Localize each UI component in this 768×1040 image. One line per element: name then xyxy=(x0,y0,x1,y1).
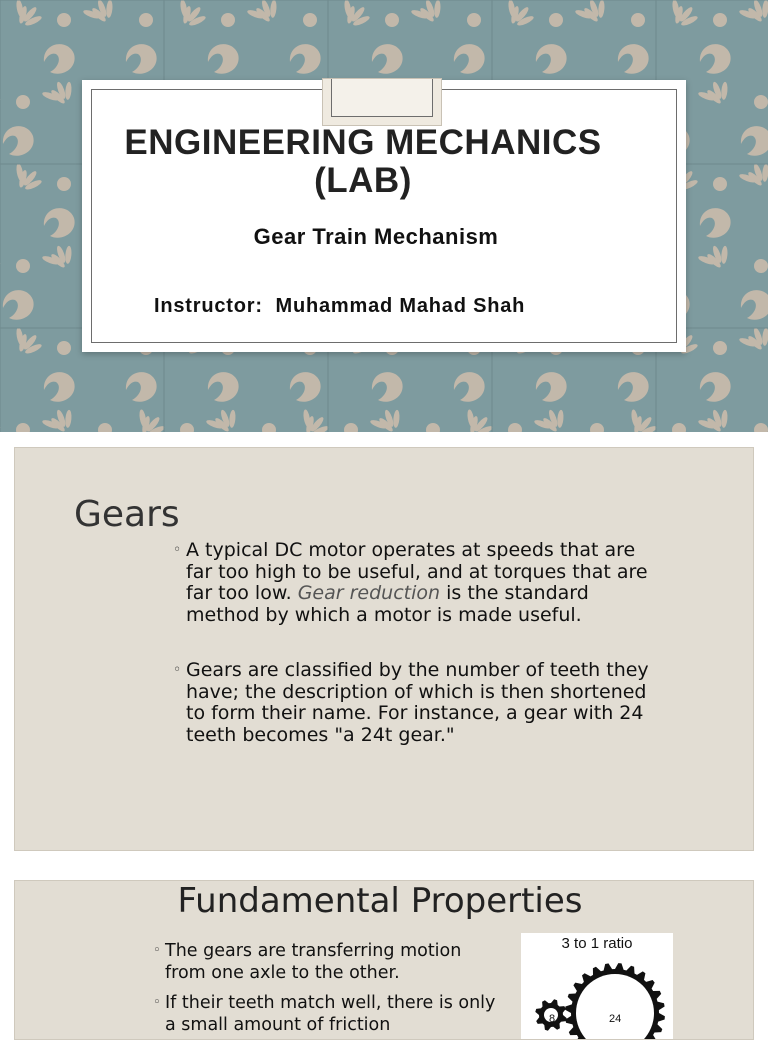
leaf-motif xyxy=(39,403,80,432)
dot-motif xyxy=(16,95,30,109)
bullet-list xyxy=(153,940,503,1040)
dot-motif xyxy=(713,13,727,27)
leaf-motif xyxy=(498,0,539,33)
slide-heading: Gears xyxy=(74,494,180,535)
leaf-motif xyxy=(367,403,408,432)
dot-motif xyxy=(713,341,727,355)
paisley-motif xyxy=(3,126,34,156)
paisley-motif xyxy=(536,44,567,74)
bullet-text: A typical DC motor operates at speeds that are far too high to be useful, and at torques that are far too low. xyxy=(186,539,648,604)
bullet-text-continued: is the standard method by which a motor is made useful. xyxy=(186,582,589,626)
paisley-motif xyxy=(454,372,485,402)
small-gear-label: 8 xyxy=(549,1013,556,1025)
title-card xyxy=(82,80,686,352)
leaf-motif xyxy=(0,78,6,115)
paisley-motif xyxy=(741,126,768,156)
dot-motif xyxy=(16,423,30,432)
leaf-motif xyxy=(39,75,80,112)
slide-heading: Fundamental Properties xyxy=(177,881,583,921)
dot-motif xyxy=(631,13,645,27)
dot-motif xyxy=(57,341,71,355)
gears-slide xyxy=(14,447,754,851)
bullet-list xyxy=(173,540,653,780)
leaf-motif xyxy=(531,403,572,432)
dot-motif xyxy=(672,423,686,432)
bullet-item xyxy=(173,660,653,746)
bullet-glyph: ◦ xyxy=(173,662,182,678)
paisley-motif xyxy=(618,372,649,402)
presentation-subtitle: Gear Train Mechanism xyxy=(253,224,499,249)
paisley-motif xyxy=(290,372,321,402)
dot-motif xyxy=(590,423,604,432)
bullet-emphasis: Gear reduction xyxy=(297,582,441,604)
large-gear xyxy=(565,963,665,1040)
bullet-glyph: ◦ xyxy=(153,995,161,1010)
paisley-motif xyxy=(290,44,321,74)
bullet-item xyxy=(173,540,653,626)
dot-motif xyxy=(303,13,317,27)
leaf-motif xyxy=(736,321,768,358)
title-line-1: ENGINEERING MECHANICS xyxy=(124,123,602,162)
dot-motif xyxy=(385,13,399,27)
leaf-motif xyxy=(6,324,47,361)
leaf-motif xyxy=(736,157,768,194)
bullet-glyph: ◦ xyxy=(153,943,161,958)
leaf-motif xyxy=(334,0,375,33)
paisley-motif xyxy=(44,208,75,238)
dot-motif xyxy=(221,13,235,27)
paisley-motif xyxy=(208,372,239,402)
dot-motif xyxy=(180,423,194,432)
dot-motif xyxy=(754,423,768,432)
leaf-motif xyxy=(6,160,47,197)
paisley-motif xyxy=(126,44,157,74)
dot-motif xyxy=(549,13,563,27)
leaf-motif xyxy=(0,242,6,279)
leaf-motif xyxy=(6,0,47,33)
dot-motif xyxy=(57,13,71,27)
leaf-motif xyxy=(736,0,768,30)
leaf-motif xyxy=(170,0,211,33)
dot-motif xyxy=(262,423,276,432)
dot-motif xyxy=(508,423,522,432)
leaf-motif xyxy=(80,0,121,30)
paisley-motif xyxy=(700,208,731,238)
leaf-motif xyxy=(695,239,736,276)
leaf-motif xyxy=(244,0,285,30)
title-card-tab xyxy=(322,78,442,126)
dot-motif xyxy=(754,259,768,273)
title-slide xyxy=(0,0,768,432)
paisley-motif xyxy=(700,372,731,402)
paisley-motif xyxy=(536,372,567,402)
paisley-motif xyxy=(700,44,731,74)
paisley-motif xyxy=(741,290,768,320)
paisley-motif xyxy=(618,44,649,74)
paisley-motif xyxy=(44,372,75,402)
leaf-motif xyxy=(572,0,613,30)
large-gear-label: 24 xyxy=(609,1013,622,1025)
paisley-motif xyxy=(454,44,485,74)
dot-motif xyxy=(139,13,153,27)
paisley-motif xyxy=(44,44,75,74)
leaf-motif xyxy=(0,406,6,432)
bullet-text: Gears are classified by the number of teeth they have; the description of which is then shortened to form their name. For instance, a gear with 24 teeth becomes "a 24t gear." xyxy=(186,659,649,746)
dot-motif xyxy=(16,259,30,273)
dot-motif xyxy=(754,95,768,109)
dot-motif xyxy=(57,177,71,191)
instructor-line: Instructor: Muhammad Mahad Shah xyxy=(154,295,526,317)
presentation-title xyxy=(82,124,644,200)
dot-motif xyxy=(467,13,481,27)
leaf-motif xyxy=(408,0,449,30)
dot-motif xyxy=(713,177,727,191)
dot-motif xyxy=(344,423,358,432)
leaf-motif xyxy=(203,403,244,432)
bullet-glyph: ◦ xyxy=(173,542,182,558)
paisley-motif xyxy=(3,290,34,320)
figure-caption: 3 to 1 ratio xyxy=(561,935,633,952)
dot-motif xyxy=(98,423,112,432)
paisley-motif xyxy=(372,44,403,74)
fundamental-properties-slide xyxy=(14,880,754,1040)
paisley-motif xyxy=(208,44,239,74)
bullet-text: If their teeth match well, there is only a small amount of friction xyxy=(165,993,496,1035)
leaf-motif xyxy=(39,239,80,276)
bullet-item xyxy=(153,992,503,1036)
bullet-text: The gears are transferring motion from one axle to the other. xyxy=(165,941,462,983)
bullet-item xyxy=(153,940,503,984)
title-line-2: (LAB) xyxy=(314,161,412,200)
paisley-motif xyxy=(126,372,157,402)
dot-motif xyxy=(426,423,440,432)
paisley-motif xyxy=(372,372,403,402)
leaf-motif xyxy=(695,75,736,112)
leaf-motif xyxy=(695,403,736,432)
leaf-motif xyxy=(662,0,703,33)
